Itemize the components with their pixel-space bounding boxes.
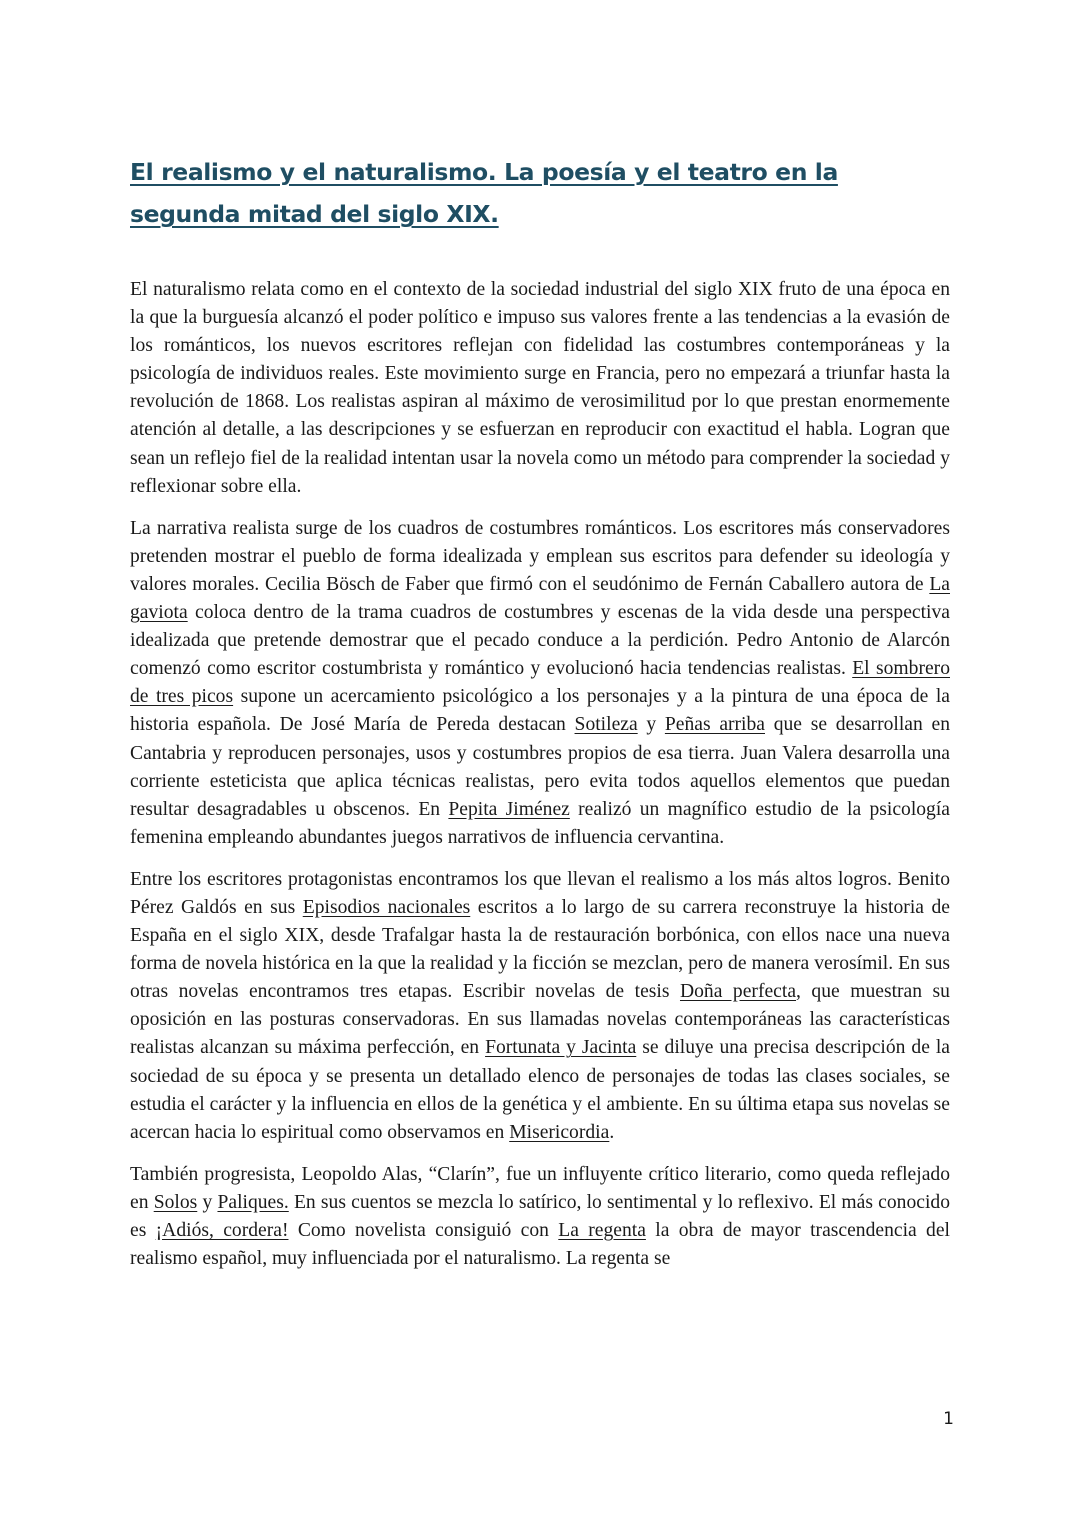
paragraph — [130, 515, 950, 852]
book-title: Misericordia — [509, 1121, 610, 1143]
text-segment: supone un acercamiento psicológico a los personajes y a la pintura de una época de la historia española. De José María de Pereda destacan — [130, 686, 950, 736]
text-segment: que se desarrollan en Cantabria y reproducen personajes, usos y costumbres propios de esa tierra. Juan Valera desarrolla una corriente esteticista que aplica técnicas realistas, pero evita todos aquellos elementos que puedan resultar desagradables u obscenos. En — [130, 714, 950, 820]
text-segment: , que muestran su oposición en las posturas conservadoras. En sus llamadas novelas contemporáneas las características realistas alcanzan su máxima perfección, en — [130, 981, 950, 1059]
text-segment: Como novelista consiguió con — [288, 1220, 559, 1241]
text-segment: En sus cuentos se mezcla lo satírico, lo sentimental y lo reflexivo. El más conocido es — [130, 1191, 951, 1241]
text-segment: . — [609, 1121, 615, 1143]
paragraph — [130, 866, 950, 1147]
text-segment: El naturalismo relata como en el contexto de la sociedad industrial del siglo XIX fruto de una época en la que la burguesía alcanzó el poder político e impuso sus valores frente a las tendencias a la evasión de los románticos, los nuevos escritores reflejan con fidelidad las costumbres contemporáneas y la psicología de individuos reales. Este movimiento surge en Francia, pero no empezará a triunfar hasta la revolución de 1868. Los realistas aspiran al máximo de verosimilitud por lo que prestan enormemente atención al detalle, a las descripciones y se esfuerzan en reproducir con exactitud el habla. Logran que sean un reflejo fiel de la realidad intentan usar la novela como un método para comprender la sociedad y reflexionar sobre ella. — [130, 279, 950, 497]
book-title: Sotileza — [574, 714, 638, 736]
paragraph — [130, 276, 950, 501]
page-number: 1 — [943, 1409, 954, 1429]
text-segment: y — [637, 714, 665, 736]
document-title: El realismo y el naturalismo. La poesía y el teatro en la segunda mitad del siglo XIX. — [130, 158, 838, 228]
text-segment: realizó un magnífico estudio de la psicología femenina empleando abundantes juegos narrativos de influencia cervantina. — [130, 798, 950, 848]
book-title: La regenta — [558, 1220, 646, 1241]
text-segment: También progresista, Leopoldo Alas, “Clarín”, fue un influyente crítico literario, como queda reflejado en — [130, 1163, 950, 1213]
book-title: Paliques. — [217, 1191, 289, 1213]
text-segment: la obra de mayor trascendencia del realismo español, muy influenciada por el naturalismo. La regenta se — [130, 1220, 950, 1270]
book-title: El sombrero de tres picos — [130, 658, 950, 708]
book-title: Doña perfecta — [679, 981, 797, 1003]
text-segment: Entre los escritores protagonistas encontramos los que llevan el realismo a los más altos logros. Benito Pérez Galdós en sus — [130, 868, 950, 918]
book-title: Pepita Jiménez — [448, 798, 570, 820]
text-segment: coloca dentro de la trama cuadros de costumbres y escenas de la vida desde una perspectiva idealizada que pretende demostrar que el pecado conduce a la perdición. Pedro Antonio de Alarcón comenzó como escritor costumbrista y romántico y evolucionó hacia tendencias realistas. — [130, 602, 950, 680]
document-body — [130, 276, 950, 1287]
book-title: Fortunata y Jacinta — [485, 1037, 637, 1059]
text-segment: escritos a lo largo de su carrera reconstruye la historia de España en el siglo XIX, desde Trafalgar hasta la de restauración borbónica, con ellos nace una nueva forma de novela histórica en la que la realidad y la ficción se mezclan, pero de manera verosímil. En sus otras novelas encontramos tres etapas. Escribir novelas de tesis — [130, 896, 951, 1003]
text-segment: se diluye una precisa descripción de la sociedad de su época y se presenta un detallado elenco de personajes de todas las clases sociales, se estudia el carácter y la influencia en ellos de la genética y el ambiente. En su última etapa sus novelas se acercan hacia lo espiritual como observamos en — [130, 1037, 950, 1143]
book-title: Solos — [153, 1191, 198, 1213]
book-title: La gaviota — [130, 573, 950, 624]
book-title: Peñas arriba — [664, 714, 765, 736]
book-title: Episodios nacionales — [302, 896, 471, 918]
paragraph — [130, 1161, 950, 1273]
text-segment: La narrativa realista surge de los cuadros de costumbres románticos. Los escritores más conservadores pretenden mostrar el pueblo de forma idealizada y emplean sus escritos para defender su ideología y valores morales. Cecilia Bösch de Faber que firmó con el seudónimo de Fernán Caballero autora de — [130, 517, 950, 595]
text-segment: y — [197, 1191, 218, 1213]
book-title: ¡Adiós, cordera! — [155, 1220, 289, 1241]
